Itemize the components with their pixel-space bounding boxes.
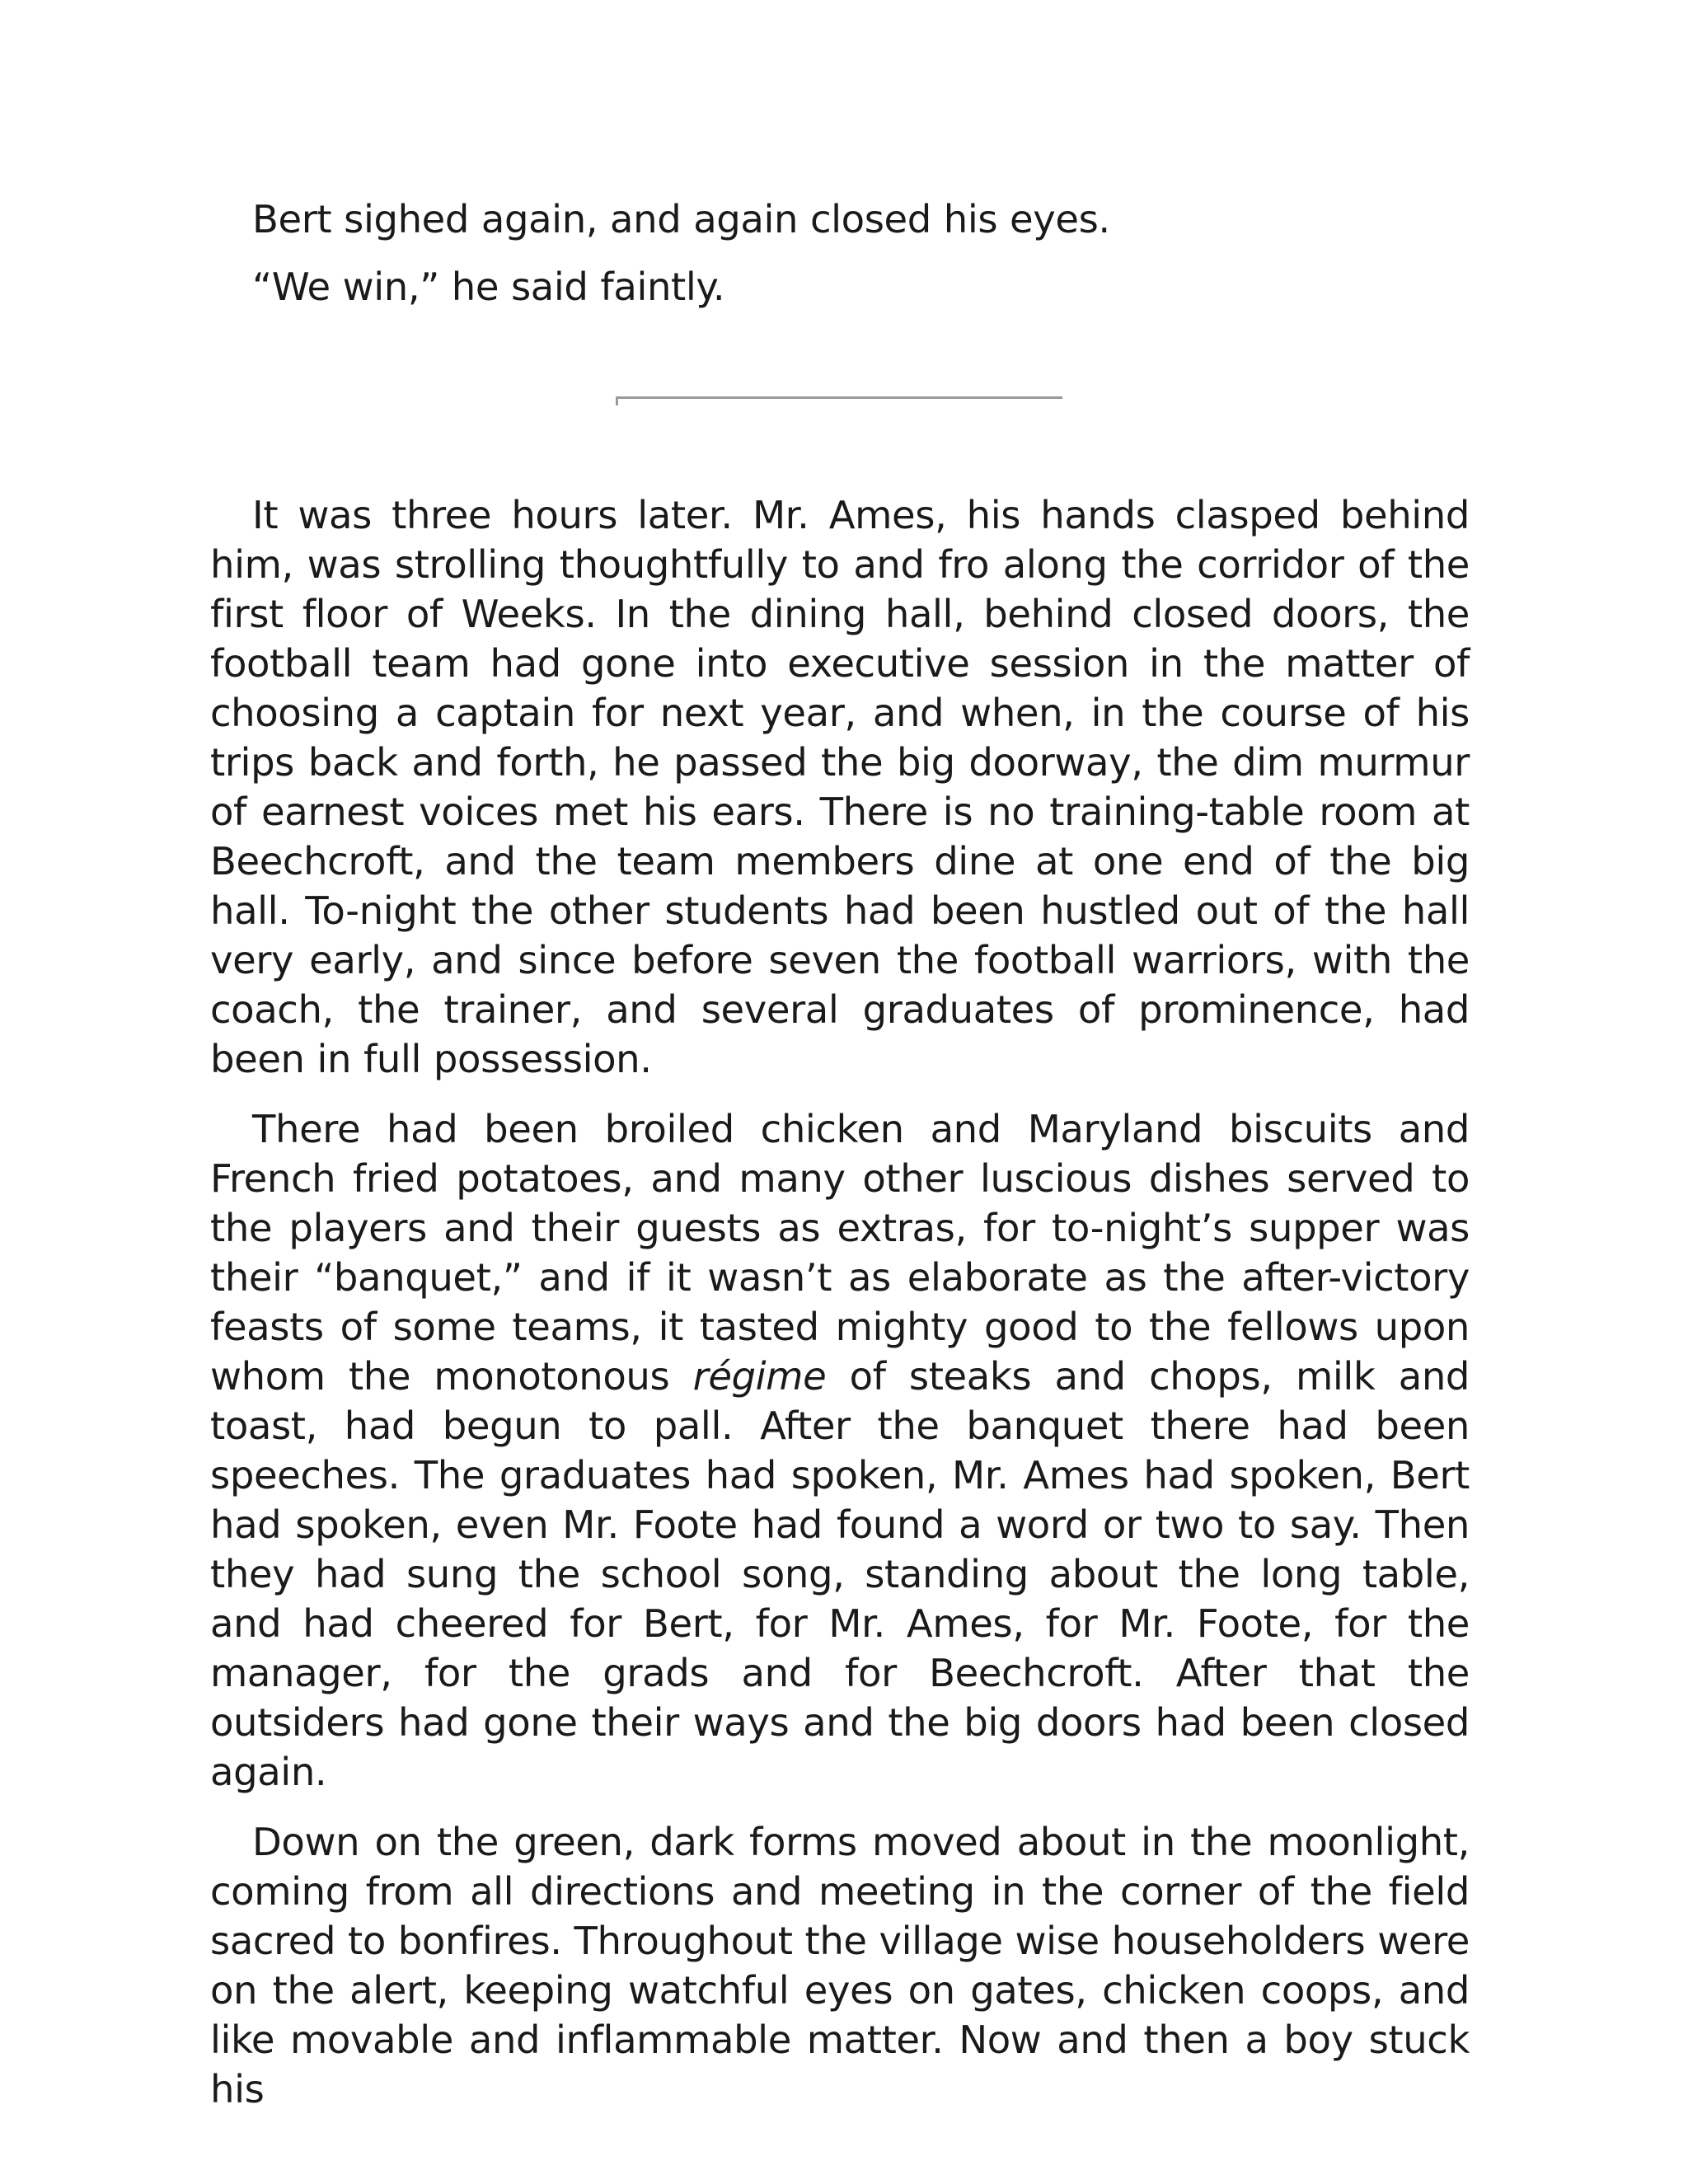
section-divider <box>616 396 1062 399</box>
paragraph-2 <box>210 1104 1470 1797</box>
dialogue-line-1: Bert sighed again, and again closed his eyes. <box>252 197 1110 241</box>
paragraph-2-italic: régime <box>692 1354 827 1399</box>
body-text <box>210 490 1470 2114</box>
paragraph-2-text-a: There had been broiled chicken and Maryland biscuits and French fried potatoes, and many other luscious dishes served to the players and their guests as extras, for to-night’s supper was their “banquet,” and if it wasn’t as elaborate as the after-victory feasts of some teams, it tasted mighty good to the fellows upon whom the monotonous <box>210 1107 1470 1399</box>
dialogue-line-2: “We win,” he said faintly. <box>252 265 725 309</box>
paragraph-1: It was three hours later. Mr. Ames, his hands clasped behind him, was strolling thoughtfully to and fro along the corridor of the first floor of Weeks. In the dining hall, behind closed doors, the football team had gone into executive session in the matter of choosing a captain for next year, and when, in the course of his trips back and forth, he passed the big doorway, the dim murmur of earnest voices met his ears. There is no training-table room at Beechcroft, and the team members dine at one end of the big hall. To-night the other students had been hustled out of the hall very early, and since before seven the football warriors, with the coach, the trainer, and several graduates of prominence, had been in full possession. <box>210 493 1470 1081</box>
paragraph-3: Down on the green, dark forms moved about in the moonlight, coming from all directions and meeting in the corner of the field sacred to bonfires. Throughout the village wise householders were on the alert, keeping watchful eyes on gates, chicken coops, and like movable and inflammable matter. Now and then a boy stuck his <box>210 1820 1470 2111</box>
dialogue-block <box>210 194 1470 312</box>
paragraph-2-text-b: of steaks and chops, milk and toast, had begun to pall. After the banquet there had been speeches. The graduates had spoken, Mr. Ames had spoken, Bert had spoken, even Mr. Foote had found a word or two to say. Then they had sung the school song, standing about the long table, and had cheered for Bert, for Mr. Ames, for Mr. Foote, for the manager, for the grads and for Beechcroft. After that the outsiders had gone their ways and the big doors had been closed again. <box>210 1354 1470 1794</box>
section-divider-tick <box>616 396 618 405</box>
